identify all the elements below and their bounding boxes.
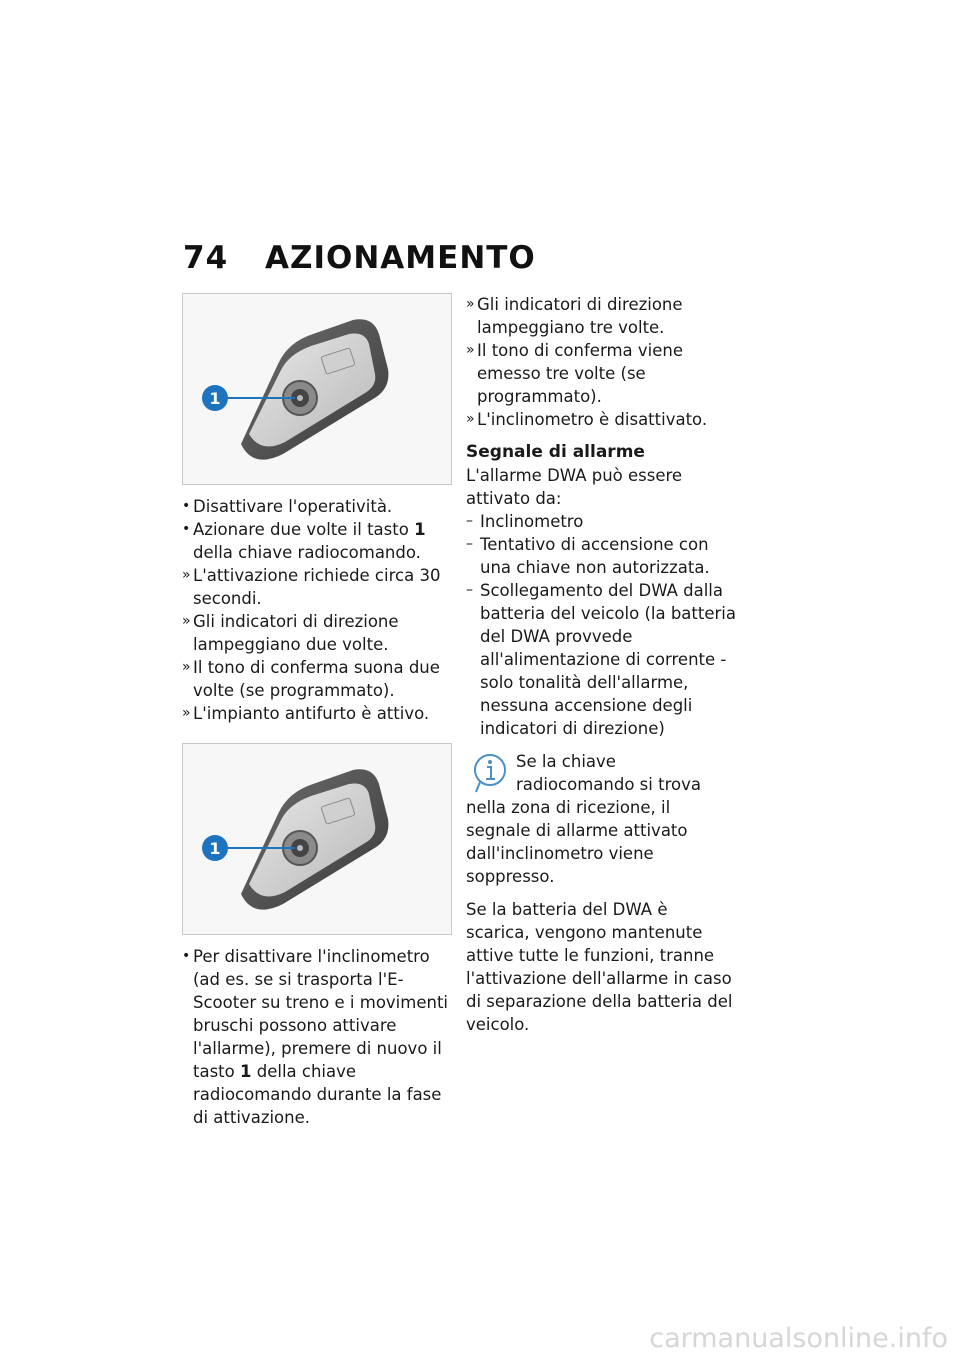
list-item: » Il tono di conferma viene emesso tre volte (se programmato). xyxy=(466,341,683,406)
list-item: » Gli indicatori di direzione lampeggiano due volte. xyxy=(182,612,399,654)
page-header xyxy=(183,240,536,276)
section-title: Segnale di allarme xyxy=(466,442,645,462)
callout-1-label: 1 xyxy=(209,389,221,408)
activation-steps xyxy=(182,495,454,725)
list-item: – Inclinometro xyxy=(466,512,584,531)
key-fob-image xyxy=(183,294,451,484)
list-item: » L'attivazione richiede circa 30 secondi. xyxy=(182,566,441,608)
section-intro: L'allarme DWA può essere attivato da: xyxy=(466,466,683,508)
chapter-title: AZIONAMENTO xyxy=(265,240,536,276)
deactivation-steps xyxy=(182,945,454,1129)
list-item: » L'impianto antifurto è attivo. xyxy=(182,704,430,723)
key-fob-image xyxy=(183,744,451,934)
list-item: – Scollegamento del DWA dalla batteria del veicolo (la batteria del DWA provvede all'alimentazione di corrente - solo tonalità dell'allarme, nessuna accensione degli indicatori di direzione) xyxy=(466,581,736,738)
battery-paragraph: Se la batteria del DWA è scarica, vengono mantenute attive tutte le funzioni, tranne l'attivazione dell'allarme in caso di separazione della batteria del veicolo. xyxy=(466,900,733,1034)
list-item: – Tentativo di accensione con una chiave non autorizzata. xyxy=(466,535,710,577)
alarm-trigger-list xyxy=(466,510,736,740)
key-fob-figure-2 xyxy=(182,743,452,935)
left-column xyxy=(182,293,454,1129)
list-item: • Azionare due volte il tasto 1 della chiave radiocomando. xyxy=(182,520,426,562)
key-fob-figure-1 xyxy=(182,293,452,485)
list-item: • Disattivare l'operatività. xyxy=(182,497,393,516)
note-text: Se la chiave radiocomando si trova nella zona di ricezione, il segnale di allarme attivato dall'inclinometro viene soppresso. xyxy=(466,752,701,886)
list-item: » Il tono di conferma suona due volte (se programmato). xyxy=(182,658,440,700)
info-note xyxy=(466,750,736,888)
watermark: carmanualsonline.info xyxy=(649,1323,948,1354)
list-item: » L'inclinometro è disattivato. xyxy=(466,410,708,429)
info-icon xyxy=(472,752,508,794)
callout-1-label: 1 xyxy=(209,839,221,858)
list-item: • Per disattivare l'inclinometro (ad es. se si trasporta l'E-Scooter su treno e i movimenti bruschi possono attivare l'allarme), premere di nuovo il tasto 1 della chiave radiocomando durante la fase di attivazione. xyxy=(182,947,449,1127)
result-list xyxy=(466,293,736,431)
right-column xyxy=(466,293,736,1036)
page-number: 74 xyxy=(183,240,229,276)
list-item: » Gli indicatori di direzione lampeggiano tre volte. xyxy=(466,295,683,337)
